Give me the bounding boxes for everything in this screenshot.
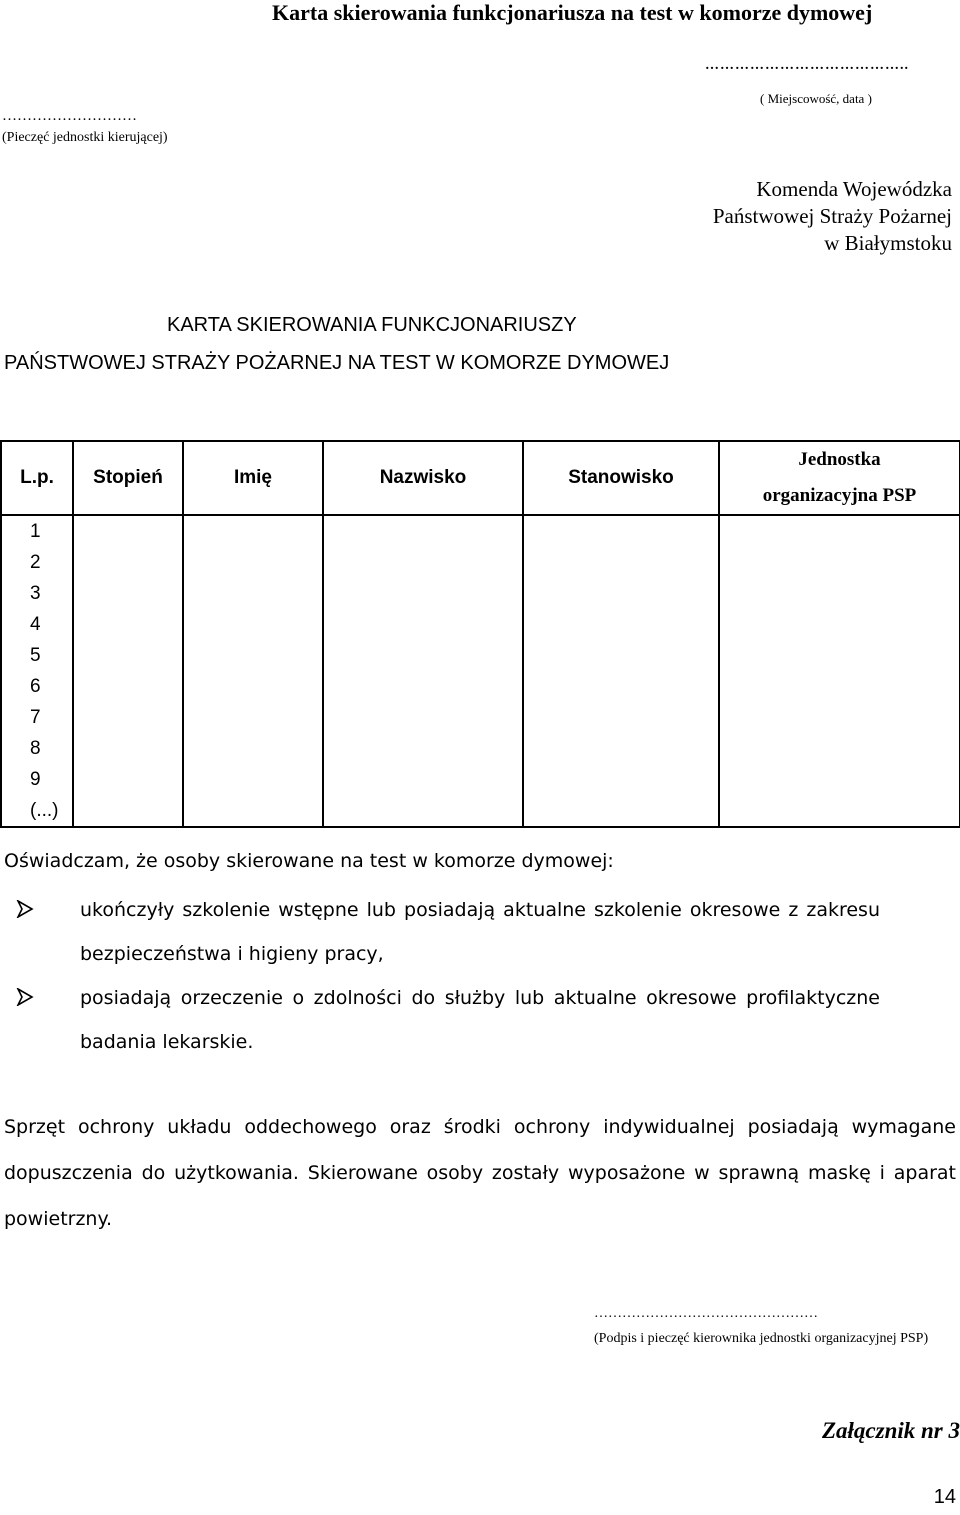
row-number: 7 [1,702,73,733]
arrow-bullet-icon [16,900,34,918]
table-cell [523,733,719,764]
bullet-text: posiadają orzeczenie o zdolności do służby lub aktualne okresowe profilaktyczne badania lekarskie. [80,987,880,1053]
table-cell [323,795,523,827]
table-cell [719,640,960,671]
table-cell [183,515,323,547]
card-title-line: PAŃSTWOWEJ STRAŻY POŻARNEJ NA TEST W KOMORZE DYMOWEJ [4,352,670,374]
table-cell [323,764,523,795]
bullet-text: ukończyły szkolenie wstępne lub posiadają aktualne szkolenie okresowe z zakresu bezpieczeństwa i higieny pracy, [80,899,880,965]
table-cell [183,733,323,764]
stamp-label: (Pieczęć jednostki kierującej) [2,130,168,145]
table-row [1,609,960,640]
row-number: 2 [1,547,73,578]
stamp-dots: ……………………… [2,108,137,124]
table-cell [323,733,523,764]
referral-table [0,440,960,828]
table-row [1,764,960,795]
table-cell [719,671,960,702]
list-item [0,888,900,976]
equipment-paragraph: Sprzęt ochrony układu oddechowego oraz środki ochrony indywidualnej posiadają wymagane dopuszczenia do użytkowania. Skierowane osoby zostały wyposażone w sprawną maskę i aparat powietrzny. [4,1116,956,1230]
table-cell [73,795,183,827]
table-cell [523,671,719,702]
table-cell [73,578,183,609]
header-lp: L.p. [1,441,73,515]
table-cell [183,547,323,578]
row-number: 1 [1,515,73,547]
table-row [1,671,960,702]
table-cell [523,515,719,547]
card-title-line: KARTA SKIEROWANIA FUNKCJONARIUSZY [167,314,577,336]
table-cell [523,640,719,671]
table-row [1,795,960,827]
table-row [1,733,960,764]
table-cell [323,609,523,640]
statement-bullets [0,888,900,1064]
table-cell [183,578,323,609]
table-cell [523,702,719,733]
table-cell [523,795,719,827]
table-cell [323,547,523,578]
table-cell [719,578,960,609]
row-number: 3 [1,578,73,609]
row-number: 4 [1,609,73,640]
table-row [1,702,960,733]
table-cell [323,578,523,609]
table-header-row [1,441,960,515]
table-row [1,578,960,609]
table-cell [73,702,183,733]
table-row [1,515,960,547]
header-unit-line1: Jednostka [798,449,881,470]
header-position: Stanowisko [523,441,719,515]
table-cell [523,578,719,609]
table-cell [183,671,323,702]
table-cell [523,764,719,795]
table-cell [719,764,960,795]
table-cell [323,671,523,702]
table-cell [719,547,960,578]
recipient-line: w Białymstoku [824,231,952,255]
table-cell [73,547,183,578]
table-cell [73,671,183,702]
annex-label: Załącznik nr 3 [821,1418,960,1443]
table-cell [73,609,183,640]
card-title [0,306,960,382]
list-item [0,976,900,1064]
table-cell [719,609,960,640]
table-cell [183,795,323,827]
table-cell [183,640,323,671]
place-date-dots: ………………………………….. [705,58,909,73]
signature-dots: ………………………………………… [594,1306,818,1321]
table-cell [183,702,323,733]
recipient-address [713,176,952,257]
table-row [1,640,960,671]
recipient-line: Komenda Wojewódzka [756,177,952,201]
table-cell [183,764,323,795]
page-number: 14 [933,1486,956,1508]
table-cell [73,764,183,795]
header-unit [719,441,960,515]
table-body [1,515,960,827]
statement-intro: Oświadczam, że osoby skierowane na test w komorze dymowej: [4,850,614,872]
table-cell [523,609,719,640]
table-cell [719,795,960,827]
row-number: 8 [1,733,73,764]
table-cell [719,702,960,733]
table-cell [523,547,719,578]
table-cell [323,702,523,733]
header-last-name: Nazwisko [323,441,523,515]
signature-label: (Podpis i pieczęć kierownika jednostki organizacyjnej PSP) [594,1331,929,1346]
table-cell [719,733,960,764]
table-cell [73,733,183,764]
place-date-label: ( Miejscowość, data ) [760,91,872,106]
header-rank: Stopień [73,441,183,515]
row-number: 6 [1,671,73,702]
table-cell [323,640,523,671]
recipient-line: Państwowej Straży Pożarnej [712,204,952,228]
header-first-name: Imię [183,441,323,515]
table-cell [73,640,183,671]
table-cell [73,515,183,547]
row-number: 9 [1,764,73,795]
row-number: (...) [1,795,73,827]
table-cell [719,515,960,547]
table-cell [183,609,323,640]
table-cell [323,515,523,547]
table-row [1,547,960,578]
arrow-bullet-icon [16,988,34,1006]
row-number: 5 [1,640,73,671]
header-unit-line2: organizacyjna PSP [762,485,917,506]
document-title: Karta skierowania funkcjonariusza na test w komorze dymowej [272,0,873,25]
